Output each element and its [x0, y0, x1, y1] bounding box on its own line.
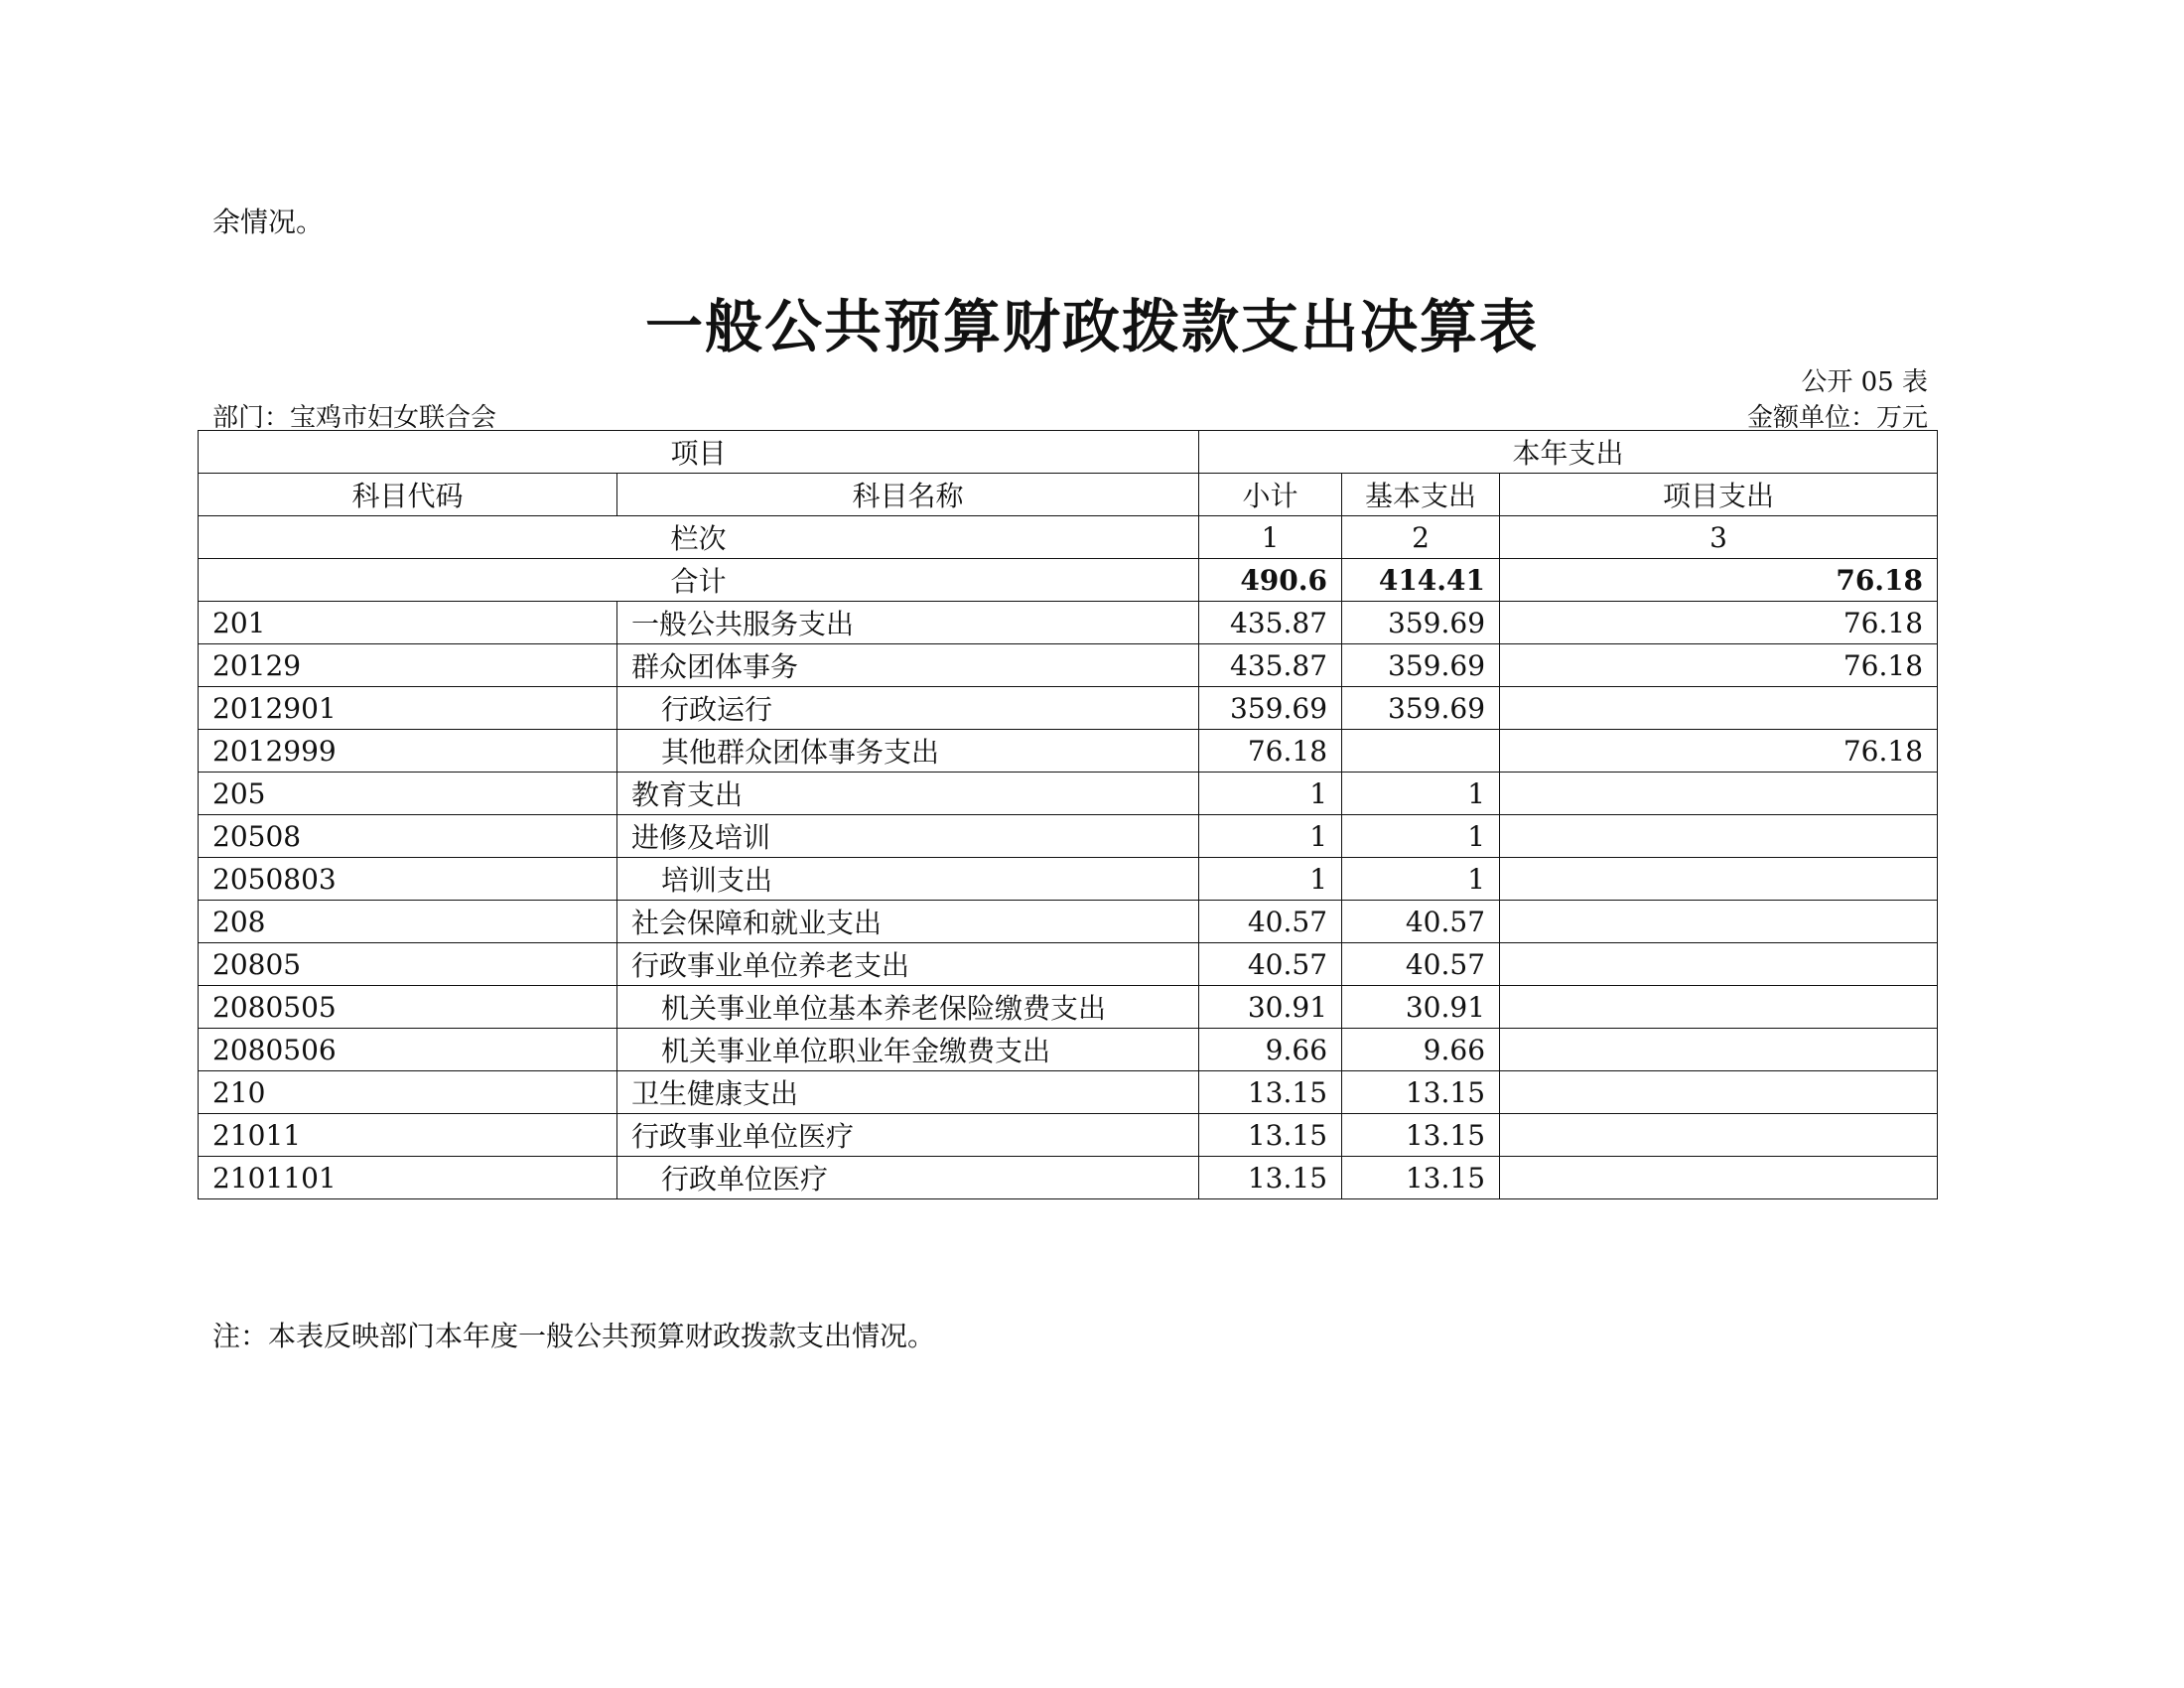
row-project: 76.18 [1500, 730, 1938, 773]
row-code: 20805 [199, 943, 617, 986]
row-basic: 13.15 [1342, 1157, 1500, 1199]
row-code: 2012999 [199, 730, 617, 773]
table-row [199, 1157, 1938, 1199]
department-label: 部门：宝鸡市妇女联合会 [212, 403, 497, 433]
row-code: 20508 [199, 815, 617, 858]
header-current-year: 本年支出 [1199, 431, 1938, 474]
row-name: 行政单位医疗 [617, 1157, 1199, 1199]
row-project [1500, 815, 1938, 858]
row-subtotal: 1 [1199, 815, 1342, 858]
row-project [1500, 858, 1938, 901]
budget-table [198, 430, 1938, 1199]
row-name: 卫生健康支出 [617, 1071, 1199, 1114]
row-name: 群众团体事务 [617, 644, 1199, 687]
row-subtotal: 13.15 [1199, 1114, 1342, 1157]
row-name: 行政事业单位养老支出 [617, 943, 1199, 986]
row-name: 行政事业单位医疗 [617, 1114, 1199, 1157]
column-index-3: 3 [1500, 516, 1938, 559]
total-basic: 414.41 [1342, 559, 1500, 602]
row-subtotal: 359.69 [1199, 687, 1342, 730]
row-basic: 13.15 [1342, 1071, 1500, 1114]
row-project [1500, 901, 1938, 943]
row-basic: 13.15 [1342, 1114, 1500, 1157]
row-basic: 359.69 [1342, 602, 1500, 644]
row-project [1500, 1157, 1938, 1199]
row-basic: 40.57 [1342, 943, 1500, 986]
form-number: 公开 05 表 [1801, 367, 1928, 397]
total-label: 合计 [199, 559, 1199, 602]
row-basic: 9.66 [1342, 1029, 1500, 1071]
column-index-2: 2 [1342, 516, 1500, 559]
row-basic [1342, 730, 1500, 773]
row-basic: 1 [1342, 773, 1500, 815]
row-code: 2080506 [199, 1029, 617, 1071]
row-code: 201 [199, 602, 617, 644]
row-code: 208 [199, 901, 617, 943]
table-row [199, 1029, 1938, 1071]
row-subtotal: 13.15 [1199, 1071, 1342, 1114]
row-project [1500, 986, 1938, 1029]
table-row [199, 687, 1938, 730]
row-project [1500, 687, 1938, 730]
total-row [199, 559, 1938, 602]
row-project [1500, 1071, 1938, 1114]
row-name: 教育支出 [617, 773, 1199, 815]
row-name: 其他群众团体事务支出 [617, 730, 1199, 773]
row-name: 社会保障和就业支出 [617, 901, 1199, 943]
row-subtotal: 435.87 [1199, 644, 1342, 687]
row-project: 76.18 [1500, 602, 1938, 644]
header-project: 项目支出 [1500, 474, 1938, 516]
table-row [199, 1071, 1938, 1114]
table-row [199, 943, 1938, 986]
header-basic: 基本支出 [1342, 474, 1500, 516]
row-basic: 30.91 [1342, 986, 1500, 1029]
total-project: 76.18 [1500, 559, 1938, 602]
table-row [199, 644, 1938, 687]
table-row [199, 773, 1938, 815]
table-row [199, 901, 1938, 943]
header-item: 项目 [199, 431, 1199, 474]
row-code: 21011 [199, 1114, 617, 1157]
row-subtotal: 1 [1199, 858, 1342, 901]
table-row [199, 986, 1938, 1029]
row-code: 210 [199, 1071, 617, 1114]
row-code: 205 [199, 773, 617, 815]
header-row-1 [199, 431, 1938, 474]
row-subtotal: 9.66 [1199, 1029, 1342, 1071]
row-project: 76.18 [1500, 644, 1938, 687]
table-row [199, 815, 1938, 858]
row-name: 一般公共服务支出 [617, 602, 1199, 644]
row-project [1500, 1029, 1938, 1071]
row-subtotal: 40.57 [1199, 943, 1342, 986]
total-subtotal: 490.6 [1199, 559, 1342, 602]
lead-text: 余情况。 [212, 206, 325, 238]
row-code: 20129 [199, 644, 617, 687]
row-subtotal: 1 [1199, 773, 1342, 815]
header-code: 科目代码 [199, 474, 617, 516]
row-project [1500, 1114, 1938, 1157]
row-name: 进修及培训 [617, 815, 1199, 858]
row-project [1500, 773, 1938, 815]
header-name: 科目名称 [617, 474, 1199, 516]
row-subtotal: 13.15 [1199, 1157, 1342, 1199]
table-row [199, 858, 1938, 901]
row-code: 2050803 [199, 858, 617, 901]
row-basic: 359.69 [1342, 644, 1500, 687]
column-index-row [199, 516, 1938, 559]
row-basic: 1 [1342, 858, 1500, 901]
unit-label: 金额单位：万元 [1746, 403, 1928, 433]
column-index-1: 1 [1199, 516, 1342, 559]
table-row [199, 1114, 1938, 1157]
column-index-label: 栏次 [199, 516, 1199, 559]
row-subtotal: 435.87 [1199, 602, 1342, 644]
table-row [199, 602, 1938, 644]
row-subtotal: 76.18 [1199, 730, 1342, 773]
row-basic: 40.57 [1342, 901, 1500, 943]
row-code: 2101101 [199, 1157, 617, 1199]
row-name: 机关事业单位职业年金缴费支出 [617, 1029, 1199, 1071]
row-basic: 1 [1342, 815, 1500, 858]
page-title: 一般公共预算财政拨款支出决算表 [644, 293, 1539, 360]
row-name: 行政运行 [617, 687, 1199, 730]
footnote: 注：本表反映部门本年度一般公共预算财政拨款支出情况。 [212, 1320, 936, 1352]
row-subtotal: 30.91 [1199, 986, 1342, 1029]
row-name: 机关事业单位基本养老保险缴费支出 [617, 986, 1199, 1029]
header-row-2 [199, 474, 1938, 516]
table-row [199, 730, 1938, 773]
row-subtotal: 40.57 [1199, 901, 1342, 943]
header-subtotal: 小计 [1199, 474, 1342, 516]
row-basic: 359.69 [1342, 687, 1500, 730]
row-code: 2012901 [199, 687, 617, 730]
row-project [1500, 943, 1938, 986]
row-code: 2080505 [199, 986, 617, 1029]
row-name: 培训支出 [617, 858, 1199, 901]
